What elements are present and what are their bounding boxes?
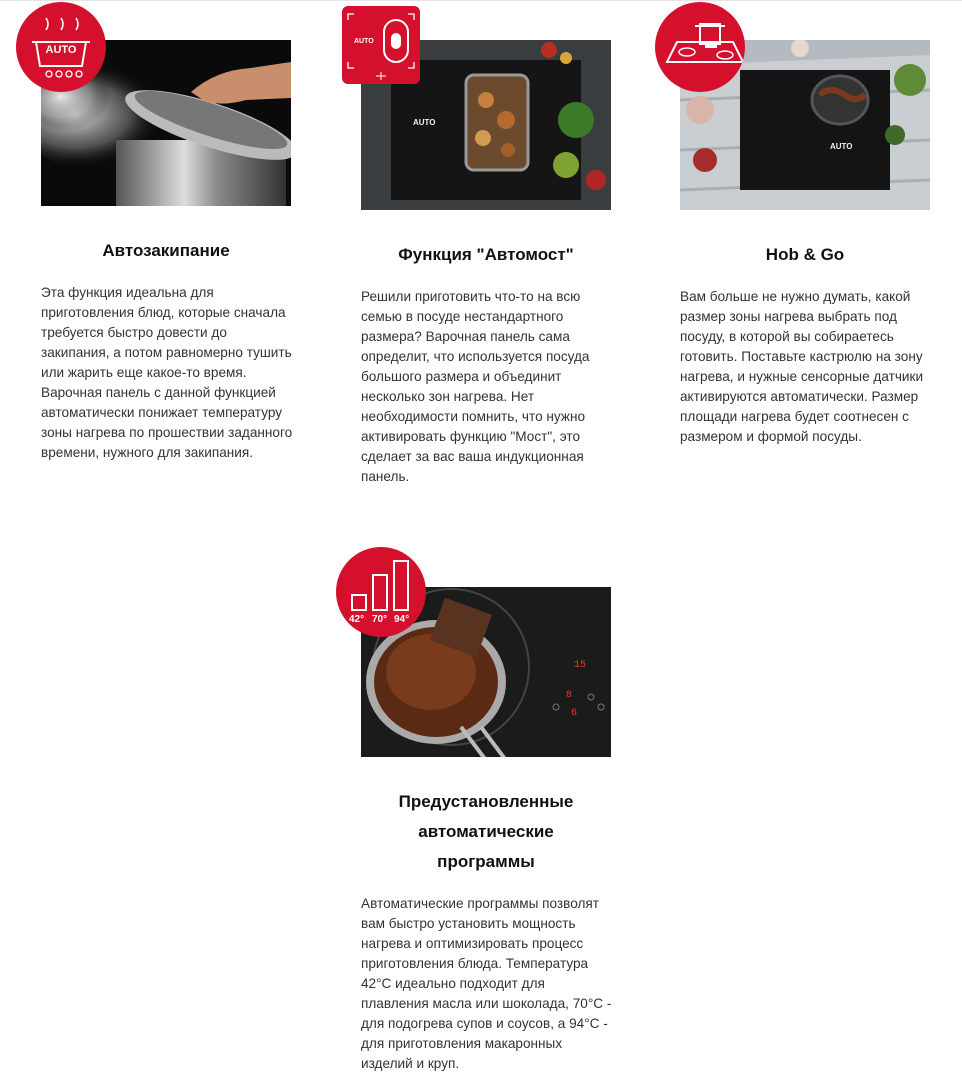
hob-and-go-icon bbox=[655, 2, 745, 92]
feature-title: Предустановленные автоматические программы bbox=[398, 792, 574, 871]
feature-title: Автозакипание bbox=[102, 241, 230, 260]
feature-description: Эта функция идеальна для приготовления блюд, которые сначала требуется быстро довести до закипания, а потом равномерно тушить или жарить еще какое-то время. Варочная панель с данной функцией автоматически понижает температуру зоны нагрева по прошествии заданного времени, нужного для закипания. bbox=[41, 285, 293, 460]
feature-description: Вам больше не нужно думать, какой размер зоны нагрева выбрать под посуду, в которой вы собираетесь готовить. Поставьте кастрюлю на зону нагрева, и нужные сенсорные датчики активируются автоматически. Размер площади нагрева будет соотнесен с размером и формой посуды. bbox=[680, 289, 924, 444]
feature-description: Автоматические программы позволят вам быстро установить мощность нагрева и оптимизировать процесс приготовления блюда. Температура 42°C идеально подходит для плавления масла или шоколада, 70°C - для подогрева супов и соусов, а 94°C - для приготовления макаронных изделий и круп. bbox=[361, 896, 612, 1071]
level-high-label: 94° bbox=[394, 614, 410, 625]
auto-bridge-icon bbox=[342, 6, 420, 84]
feature-card-hob-and-go bbox=[680, 0, 930, 500]
svg-text:15: 15 bbox=[574, 660, 587, 671]
svg-text:8: 8 bbox=[566, 690, 573, 701]
feature-card-auto-bridge bbox=[354, 0, 611, 500]
auto-pot-badge bbox=[16, 2, 106, 92]
feature-card-auto-boil bbox=[41, 0, 291, 500]
level-mid-label: 70° bbox=[372, 614, 388, 625]
svg-text:6: 6 bbox=[571, 708, 578, 719]
feature-title: Hob & Go bbox=[765, 245, 845, 264]
hob-and-go-badge bbox=[655, 2, 745, 92]
level-low-label: 42° bbox=[349, 614, 365, 625]
auto-bridge-badge bbox=[342, 6, 420, 84]
auto-bridge-label: AUTO bbox=[354, 38, 374, 45]
temperature-levels-badge bbox=[336, 547, 426, 637]
photo-auto-label: AUTO bbox=[413, 118, 436, 127]
auto-badge-label: AUTO bbox=[45, 44, 77, 56]
feature-description: Решили приготовить что-то на всю семью в посуде нестандартного размера? Варочная панель сама определит, что используется посуда большого размера и объединит несколько зон нагрева. Нет необходимости помнить, что нужно активировать функцию "Мост", это сделает за вас ваша индукционная панель. bbox=[361, 289, 590, 484]
feature-title: Функция "Автомост" bbox=[398, 245, 574, 264]
feature-card-auto-programs bbox=[349, 540, 612, 1072]
photo-auto-label: AUTO bbox=[830, 142, 853, 151]
